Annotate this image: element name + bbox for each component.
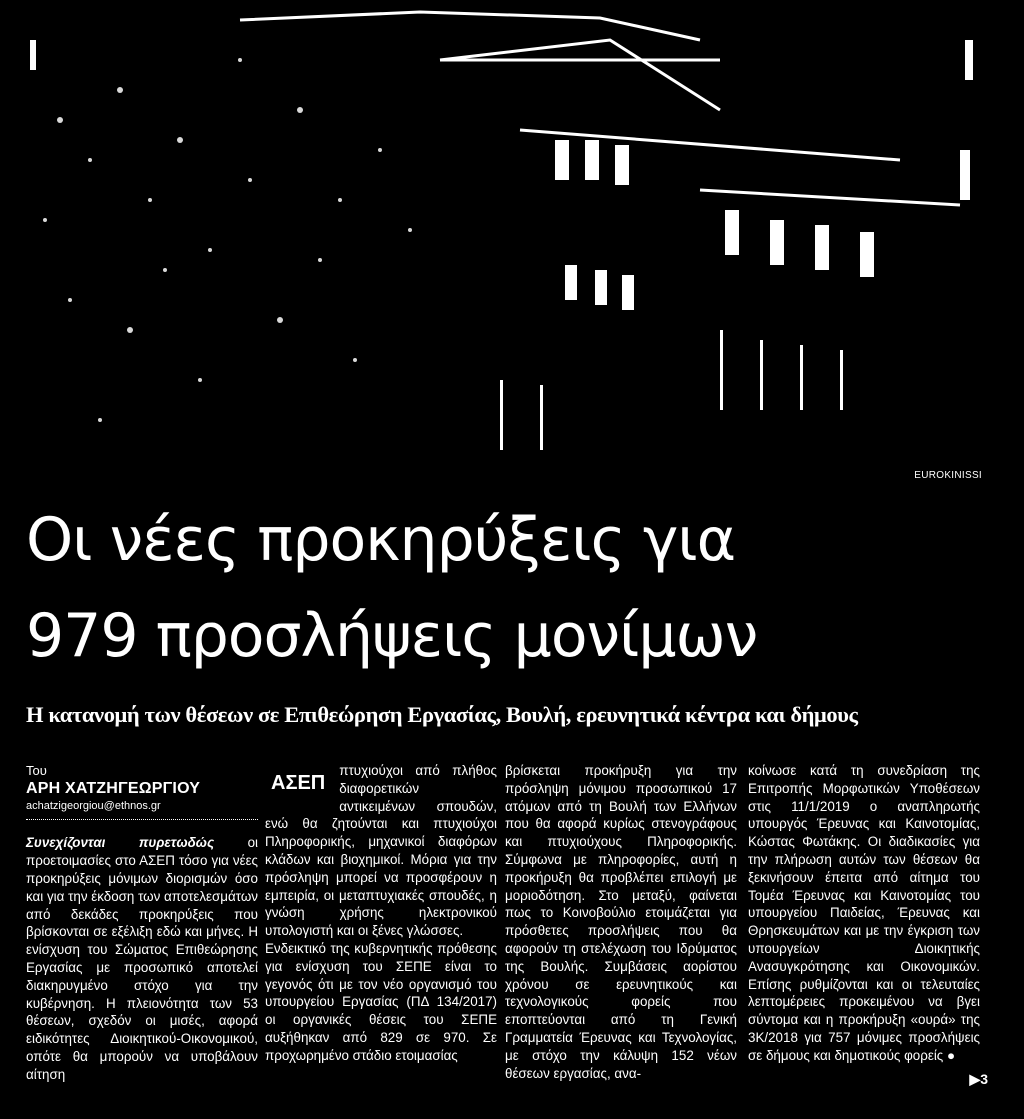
continue-page-marker: ▶3 bbox=[969, 1071, 988, 1087]
article-column-1 bbox=[26, 762, 258, 1084]
column-2-text-a bbox=[265, 762, 497, 940]
parliament-photo bbox=[0, 0, 1024, 488]
article-column-3 bbox=[505, 762, 737, 1082]
column-2-body-a: πτυχιούχοι από πλήθος διαφορετικών αντικειμένων σπουδών, ενώ θα ζητούνται και πτυχιούχοι Πληροφορικής, μηχανικοί διαφόρων κλάδων και βιοχημικοί. Μόρια για την πρόσληψη μπορεί να προσφέρουν η εμπειρία, οι μεταπτυχιακές σπουδές, η γνώση χρήσης ηλεκτρονικού υπολογιστή και οι ξένες γλώσσες. bbox=[265, 763, 497, 939]
headline-line-1: Οι νέες προκηρύξεις για bbox=[26, 505, 736, 575]
headline-line-2: 979 προσλήψεις μονίμων bbox=[26, 601, 758, 671]
article-column-4 bbox=[748, 762, 980, 1065]
section-kicker: ΑΣΕΠ bbox=[271, 772, 326, 794]
byline-prefix: Του bbox=[26, 763, 47, 778]
column-1-text bbox=[26, 834, 258, 1083]
parliament-building-icon bbox=[0, 0, 1024, 488]
column-1-body: οι προετοιμασίες στο ΑΣΕΠ τόσο για νέες προκηρύξεις μόνιμων διορισμών όσο και για την έκδοση των αποτελεσμάτων από δεκάδες προκηρύξεις που βρίσκονται σε εξέλιξη εδώ και μήνες. Η ενίσχυση του Σώματος Επιθεώρησης Εργασίας με προσωπικό αποτελεί διακηρυγμένο στόχο για την κυβέρνηση. Η πλειονότητα των 53 θέσεων, σχεδόν οι μισές, αφορά ειδικότητες Διοικητικού-Οικονομικού, οπότε θα μπορούν να υποβάλουν αίτηση bbox=[26, 835, 259, 1082]
byline-email: achatzigeorgiou@ethnos.gr bbox=[26, 798, 258, 821]
byline-author: ΑΡΗ ΧΑΤΖΗΓΕΩΡΓΙΟΥ bbox=[26, 779, 201, 797]
end-mark-icon: ● bbox=[946, 1047, 956, 1063]
article-headline bbox=[26, 492, 1006, 684]
photo-credit: EUROKINISSI bbox=[914, 470, 982, 481]
lead-in: Συνεχίζονται πυρετωδώς bbox=[26, 835, 215, 851]
article-column-2 bbox=[265, 762, 497, 1065]
article-subtitle: Η κατανομή των θέσεων σε Επιθεώρηση Εργασίας, Βουλή, ερευνητικά κέντρα και δήμους bbox=[26, 702, 858, 727]
column-3-text: βρίσκεται προκήρυξη για την πρόσληψη μόνιμου προσωπικού 17 ατόμων από τη Βουλή των Ελλήνων που θα αφορά κυρίως στενογράφους και πτυχιούχους Πληροφορικής. Σύμφωνα με πληροφορίες, αυτή η προκήρυξη θα προβλέπει επιλογή με μοριοδότηση. Στο μεταξύ, φαίνεται πως το Κοινοβούλιο ετοιμάζεται για πρόσθετες προσλήψεις που θα αφορούν τη στελέχωση του Ιδρύματος της Βουλής. Συμβάσεις αορίστου χρόνου σε ερευνητικούς και τεχνολογικούς φορείς που εποπτεύονται από τη Γενική Γραμματεία Έρευνας και Τεχνολογίας, με στόχο την κάλυψη 152 νέων θέσεων εργασίας, ανα- bbox=[505, 763, 737, 1081]
column-4-body: κοίνωσε κατά τη συνεδρίαση της Επιτροπής Μορφωτικών Υποθέσεων στις 11/1/2019 ο αναπληρωτής υπουργός Έρευνας και Καινοτομίας, Κώστας Φωτάκης. Οι διαδικασίες για την πλήρωση αυτών των θέσεων θα ξεκινήσουν έπειτα από αίτημα του Τομέα Έρευνας και Καινοτομίας του υπουργείου Παιδείας, Έρευνας και Θρησκευμάτων και με την έγκριση των υπουργείων Διοικητικής Ανασυγκρότησης και Οικονομικών. Επίσης ρυθμίζονται και οι τελευταίες λεπτομέρειες προκειμένου να βγει σύντομα και η προκήρυξη «ουρά» της 3Κ/2018 για 757 μόνιμες προσλήψεις σε δήμους και δημοτικούς φορείς bbox=[748, 763, 980, 1063]
column-2-text-b: Ενδεικτικό της κυβερνητικής πρόθεσης για ενίσχυση του ΣΕΠΕ είναι το γεγονός ότι με τον νέο οργανισμό του υπουργείου Εργασίας (ΠΔ 134/2017) οι οργανικές θέσεις του ΣΕΠΕ αυξήθηκαν από 829 σε 970. Σε προχωρημένο στάδιο ετοιμασίας bbox=[265, 940, 497, 1063]
column-4-text bbox=[748, 762, 980, 1065]
